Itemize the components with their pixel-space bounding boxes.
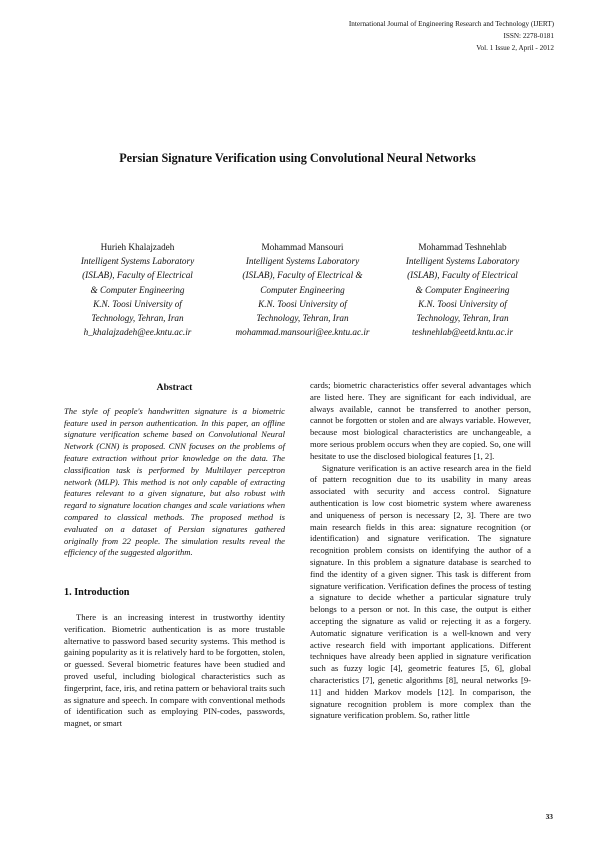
author-affiliation-line: K.N. Toosi University of: [258, 298, 347, 309]
author-affiliation-line: Intelligent Systems Laboratory: [245, 256, 360, 267]
author-email[interactable]: teshnehlab@eetd.kntu.ac.ir: [411, 327, 514, 338]
author-affiliation-line: (ISLAB), Faculty of Electrical &: [242, 270, 363, 281]
abstract-text: The style of people's handwritten signature is a biometric feature used in person authentication. In this paper, an offline signature verification scheme based on Convolutional Neural Network (CNN) is proposed. CNN focuses on the problems of feature extraction without prior knowledge on the data. The classification task is performed by Multilayer perceptron network (MLP). This method is not only capable of extracting features relevant to a given signature, but also robust with regard to signature location changes and scale variations when compared to classical methods. The proposed method is evaluated on a dataset of Persian signatures gathered originally from 22 people. The simulation results reveal the efficiency of the suggested algorithm.: [64, 405, 285, 558]
introduction-paragraph-1-continued: cards; biometric characteristics offer several advantages which are listed here. They are significant for each individual, are always available, cannot be transferred to another person, cannot be forgotten or stolen and are always variable. However, because most biological characteristics are unchangeable, a more serious problem occurs when they are copied. So, one will hesitate to use the disclosed biological features [1, 2].: [310, 380, 531, 461]
journal-name: International Journal of Engineering Research and Technology (IJERT): [348, 20, 554, 28]
author-block: [55, 240, 540, 339]
author-affiliation-line: Technology, Tehran, Iran: [91, 313, 184, 324]
journal-issn: ISSN: 2278-0181: [503, 32, 554, 40]
author-name: Mohammad Teshnehlab: [418, 242, 507, 252]
author-affiliation-line: Intelligent Systems Laboratory: [405, 256, 520, 267]
introduction-heading: 1. Introduction: [64, 587, 130, 599]
introduction-paragraph-2: Signature verification is an active research area in the field of pattern recognition due to its usability in many areas associated with security and access control. Signature authentication is low cost biometric system where awareness and uniqueness of person is necessary [2, 3]. There are two main research fields in this area: signature recognition (or identification) and signature verification. The signature recognition problem consists on identifying the author of a signature. In this problem a signature database is searched to find the identity of a given signer. This task is different from signature verification. Verification defines the process of testing a signature to decide whether a particular signature truly belongs to a person or not. In this case, the output is either accepting the signature as valid or rejecting it as a forgery. Automatic signature verification is a well-known and very active research field with important applications. Different techniques have already been applied in signature verification such as fuzzy logic [4], geometric features [5, 6], global characteristics [7], genetic algorithms [8], neural networks [9-11] and hidden Markov models [12]. In comparison, the signature recognition problem is more complex than the signature verification problem. So, rather little: [310, 462, 531, 721]
author-email[interactable]: h_khalajzadeh@ee.kntu.ac.ir: [83, 327, 192, 338]
left-column: [64, 378, 285, 730]
author-affiliation-line: & Computer Engineering: [415, 284, 510, 295]
author-affiliation-line: K.N. Toosi University of: [418, 298, 507, 309]
paper-title: Persian Signature Verification using Convolutional Neural Networks: [119, 151, 476, 165]
author-affiliation-line: Technology, Tehran, Iran: [416, 313, 509, 324]
introduction-paragraph-1: There is an increasing interest in trustworthy identity verification. Biometric authentication is as more trustable alternative to password based security systems. This method is gaining popularity as it is relatively hard to be forgotten, stolen, or guessed. Several biometric features have been studied and proved useful, including biological characteristics such as fingerprint, face, iris, and retina pattern or behavioral traits such as signature and speech. In compare with conventional methods of identification such as employing PIN-codes, passwords, magnet, or smart: [64, 611, 285, 729]
author-1: [55, 240, 220, 339]
author-name: Hurieh Khalajzadeh: [100, 242, 175, 252]
author-email[interactable]: mohammad.mansouri@ee.kntu.ac.ir: [235, 327, 370, 338]
author-affiliation-line: (ISLAB), Faculty of Electrical: [407, 270, 518, 281]
author-3: [385, 240, 540, 339]
author-name: Mohammad Mansouri: [261, 242, 344, 252]
author-affiliation-line: Intelligent Systems Laboratory: [80, 256, 195, 267]
journal-header: [234, 18, 554, 54]
author-2: [220, 240, 385, 339]
author-affiliation-line: K.N. Toosi University of: [93, 298, 182, 309]
journal-volume: Vol. 1 Issue 2, April - 2012: [476, 44, 554, 52]
abstract-heading: Abstract: [156, 382, 193, 393]
author-affiliation-line: Technology, Tehran, Iran: [256, 313, 349, 324]
page-number: 33: [545, 812, 553, 821]
right-column: [310, 380, 531, 722]
author-affiliation-line: & Computer Engineering: [90, 284, 185, 295]
author-affiliation-line: Computer Engineering: [260, 284, 345, 295]
author-affiliation-line: (ISLAB), Faculty of Electrical: [82, 270, 193, 281]
